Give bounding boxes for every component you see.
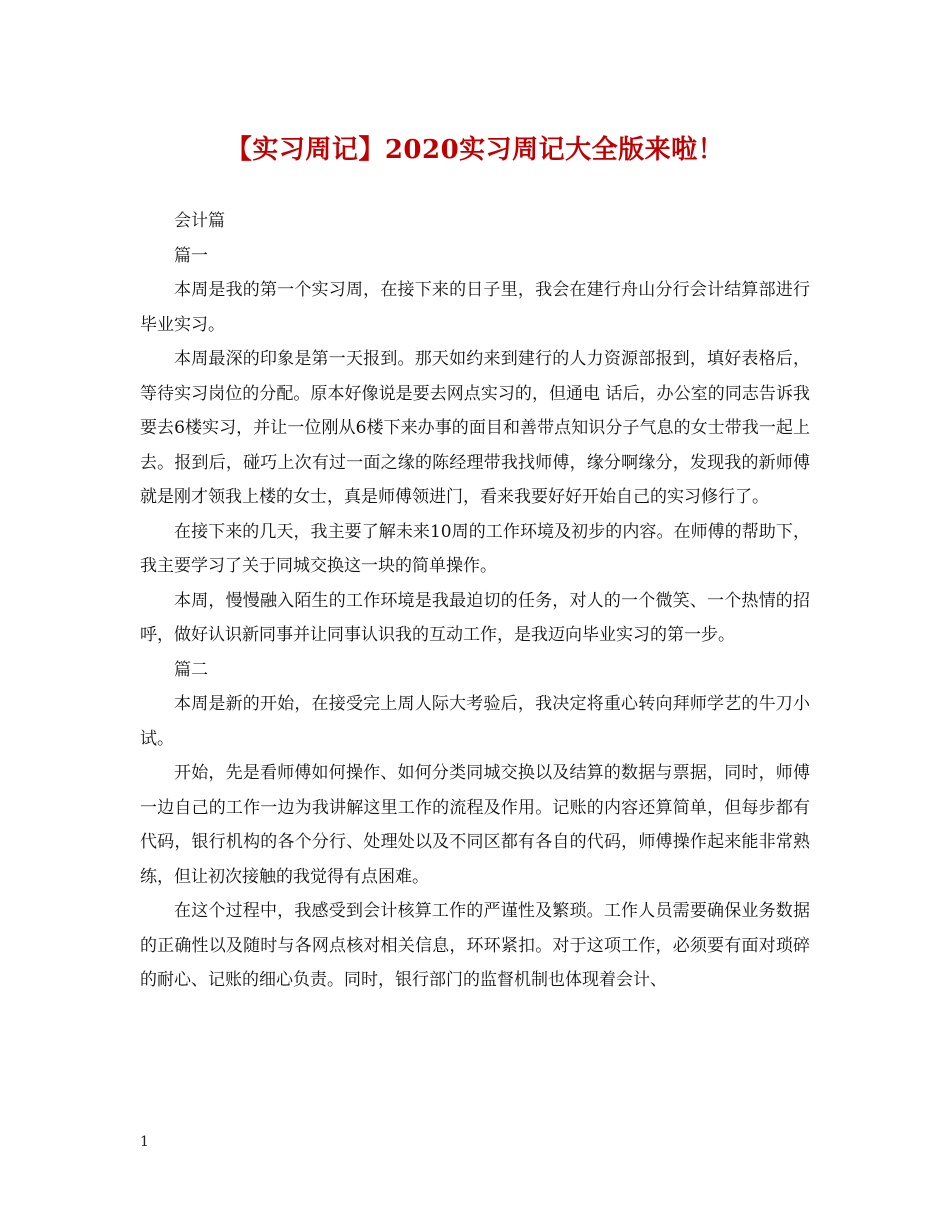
paragraph: 开始，先是看师傅如何操作、如何分类同城交换以及结算的数据与票据，同时，师傅一边自己的工作一边为我讲解这里工作的流程及作用。记账的内容还算简单，但每步都有代码，银行机构的各个分行、处理处以及不同区都有各自的代码，师傅操作起来能非常熟练，但让初次接触的我觉得有点困难。 [140,763,810,887]
page-title: 【实习周记】2020实习周记大全版来啦！ [225,135,725,165]
section-heading: 会计篇 [174,211,225,231]
page-number: 1 [140,1134,149,1150]
subsection-heading: 篇一 [174,245,208,266]
paragraph: 本周，慢慢融入陌生的工作环境是我最迫切的任务，对人的一个微笑、一个热情的招呼，做好认识新同事并让同事认识我的互动工作，是我迈向毕业实习的第一步。 [140,590,810,645]
paragraph: 本周是我的第一个实习周，在接下来的日子里，我会在建行舟山分行会计结算部进行毕业实习。 [140,280,810,335]
document-body [140,204,810,998]
paragraph: 本周是新的开始，在接受完上周人际大考验后，我决定将重心转向拜师学艺的牛刀小试。 [140,694,810,749]
paragraph: 本周最深的印象是第一天报到。那天如约来到建行的人力资源部报到，填好表格后，等待实习岗位的分配。原本好像说是要去网点实习的，但通电 话后，办公室的同志告诉我要去6楼实习，并让一位刚从6楼下来办事的面目和善带点知识分子气息的女士带我一起上去。报到后，碰巧上次有过一面之缘的陈经理带我找师傅，缘分啊缘分，发现我的新师傅就是刚才领我上楼的女士，真是师傅领进门，看来我要好好开始自己的实习修行了。 [140,349,810,507]
subsection-heading: 篇二 [174,659,208,680]
paragraph: 在这个过程中，我感受到会计核算工作的严谨性及繁琐。工作人员需要确保业务数据的正确性以及随时与各网点核对相关信息，环环紧扣。对于这项工作，必须要有面对琐碎的耐心、记账的细心负责。同时，银行部门的监督机制也体现着会计、 [140,901,810,990]
paragraph: 在接下来的几天，我主要了解未来10周的工作环境及初步的内容。在师傅的帮助下，我主要学习了关于同城交换这一块的简单操作。 [140,521,810,576]
